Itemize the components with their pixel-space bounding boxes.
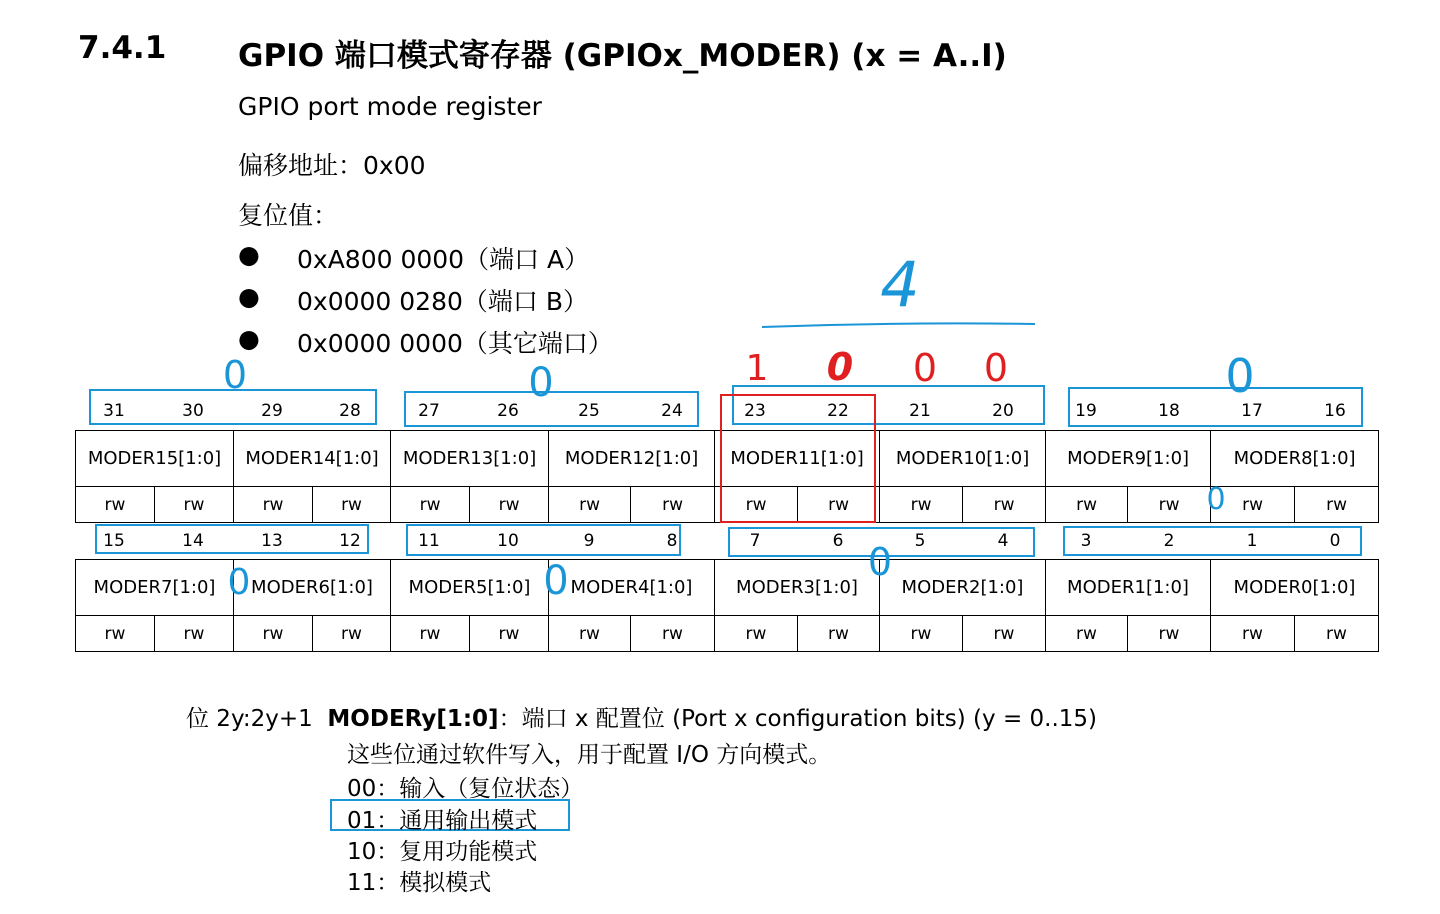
bit-number: 6	[832, 531, 844, 551]
access-cell: rw	[963, 616, 1046, 652]
field-cell: MODER10[1:0]	[880, 431, 1046, 487]
handwritten-digit: 0	[1206, 482, 1226, 517]
field-cell: MODER11[1:0]	[715, 431, 880, 487]
offset-address: 偏移地址：0x00	[238, 151, 426, 180]
bit-number: 0	[1329, 531, 1341, 551]
highlight-box-red	[721, 395, 875, 522]
bit-number: 9	[583, 531, 595, 551]
field-cell: MODER13[1:0]	[391, 431, 549, 487]
access-cell: rw	[631, 616, 715, 652]
field-cell: MODER15[1:0]	[76, 431, 234, 487]
mode-option: 11：模拟模式	[347, 870, 492, 896]
field-cell: MODER12[1:0]	[549, 431, 715, 487]
bit-number: 8	[666, 531, 678, 551]
mode-option: 00：输入（复位状态）	[347, 776, 584, 802]
access-cell: rw	[391, 487, 470, 523]
access-cell: rw	[1295, 616, 1379, 652]
bit-number: 30	[182, 401, 204, 421]
bit-number: 16	[1324, 401, 1346, 421]
reset-value-port-b: 0x0000 0280（端口 B）	[297, 287, 588, 316]
access-cell: rw	[715, 487, 798, 523]
bit-number: 12	[339, 531, 361, 551]
access-cell: rw	[631, 487, 715, 523]
bit-number: 5	[914, 531, 926, 551]
section-title: GPIO 端口模式寄存器 (GPIOx_MODER) (x = A..I)	[238, 38, 1007, 74]
bit-number: 22	[827, 401, 849, 421]
handwritten-digit: 0	[826, 345, 854, 389]
bit-number: 23	[744, 401, 766, 421]
field-cell: MODER0[1:0]	[1211, 560, 1379, 616]
bit-number: 2	[1163, 531, 1175, 551]
handwritten-digit: 0	[983, 346, 1009, 390]
bit-number: 28	[339, 401, 361, 421]
access-cell: rw	[1128, 487, 1211, 523]
access-cell: rw	[234, 616, 313, 652]
bit-number: 7	[749, 531, 761, 551]
bit-number: 14	[182, 531, 204, 551]
bit-number: 11	[418, 531, 440, 551]
access-cell: rw	[313, 616, 391, 652]
bit-number: 21	[909, 401, 931, 421]
field-cell: MODER14[1:0]	[234, 431, 391, 487]
field-cell: MODER4[1:0]	[549, 560, 715, 616]
reset-value-label: 复位值：	[238, 201, 339, 230]
handwritten-digit: 0	[222, 353, 248, 397]
access-cell: rw	[76, 487, 155, 523]
field-cell: MODER8[1:0]	[1211, 431, 1379, 487]
access-cell: rw	[880, 616, 963, 652]
field-name: MODERy[1:0]	[327, 706, 499, 732]
access-cell: rw	[1046, 616, 1128, 652]
handwritten-digit: 4	[880, 248, 920, 321]
bit-number: 17	[1241, 401, 1263, 421]
handwritten-digit: 0	[1225, 349, 1255, 403]
field-description-text: 这些位通过软件写入，用于配置 I/O 方向模式。	[347, 742, 832, 768]
field-cell: MODER5[1:0]	[391, 560, 549, 616]
access-cell: rw	[1211, 487, 1295, 523]
field-cell: MODER7[1:0]	[76, 560, 234, 616]
field-cell: MODER6[1:0]	[234, 560, 391, 616]
field-cell: MODER1[1:0]	[1046, 560, 1211, 616]
handwritten-digit: 0	[543, 558, 569, 604]
mode-option: 01：通用输出模式	[347, 808, 538, 834]
access-cell: rw	[880, 487, 963, 523]
access-cell: rw	[391, 616, 470, 652]
access-cell: rw	[798, 487, 880, 523]
access-cell: rw	[76, 616, 155, 652]
access-cell: rw	[963, 487, 1046, 523]
bit-number: 29	[261, 401, 283, 421]
bit-number: 10	[497, 531, 519, 551]
bullet-icon: ●	[238, 324, 260, 353]
bit-number: 20	[992, 401, 1014, 421]
handwritten-digit: 0	[528, 360, 554, 406]
reset-value-port-a: 0xA800 0000（端口 A）	[297, 245, 590, 274]
access-cell: rw	[798, 616, 880, 652]
highlight-box	[407, 525, 680, 555]
highlight-box	[1064, 527, 1361, 555]
handwritten-digit: 1	[745, 348, 769, 389]
bit-range-label: 位 2y:2y+1	[186, 706, 313, 732]
field-summary: ：端口 x 配置位 (Port x configuration bits) (y = 0..15)	[498, 706, 1098, 732]
access-cell: rw	[1295, 487, 1379, 523]
access-cell: rw	[155, 616, 234, 652]
access-cell: rw	[715, 616, 798, 652]
access-cell: rw	[234, 487, 313, 523]
access-cell: rw	[1046, 487, 1128, 523]
bit-number: 19	[1075, 401, 1097, 421]
access-cell: rw	[155, 487, 234, 523]
bit-number: 27	[418, 401, 440, 421]
access-cell: rw	[470, 487, 549, 523]
access-cell: rw	[549, 487, 631, 523]
bit-number: 13	[261, 531, 283, 551]
access-cell: rw	[470, 616, 549, 652]
bit-number: 26	[497, 401, 519, 421]
highlight-box	[1069, 388, 1362, 426]
bit-number: 25	[578, 401, 600, 421]
highlight-box	[96, 525, 368, 553]
field-cell: MODER9[1:0]	[1046, 431, 1211, 487]
handwritten-digit: 0	[912, 346, 938, 390]
bullet-icon: ●	[238, 282, 260, 311]
bit-number: 1	[1246, 531, 1258, 551]
access-cell: rw	[549, 616, 631, 652]
handwritten-digit: 0	[867, 540, 893, 584]
field-description-heading	[186, 700, 1097, 733]
bit-number: 3	[1080, 531, 1092, 551]
bullet-icon: ●	[238, 240, 260, 269]
bit-number: 18	[1158, 401, 1180, 421]
register-subtitle: GPIO port mode register	[238, 92, 542, 121]
handwritten-digit: 0	[227, 562, 251, 603]
access-cell: rw	[1128, 616, 1211, 652]
underline-stroke	[762, 323, 1035, 327]
bit-number: 15	[103, 531, 125, 551]
access-cell: rw	[313, 487, 391, 523]
access-cell: rw	[1211, 616, 1295, 652]
mode-option: 10：复用功能模式	[347, 839, 538, 865]
bit-number: 4	[997, 531, 1009, 551]
section-number: 7.4.1	[78, 30, 167, 66]
bit-number: 31	[103, 401, 125, 421]
field-cell: MODER2[1:0]	[880, 560, 1046, 616]
field-cell: MODER3[1:0]	[715, 560, 880, 616]
reset-value-other: 0x0000 0000（其它端口）	[297, 329, 613, 358]
bit-number: 24	[661, 401, 683, 421]
highlight-box	[733, 386, 1044, 424]
